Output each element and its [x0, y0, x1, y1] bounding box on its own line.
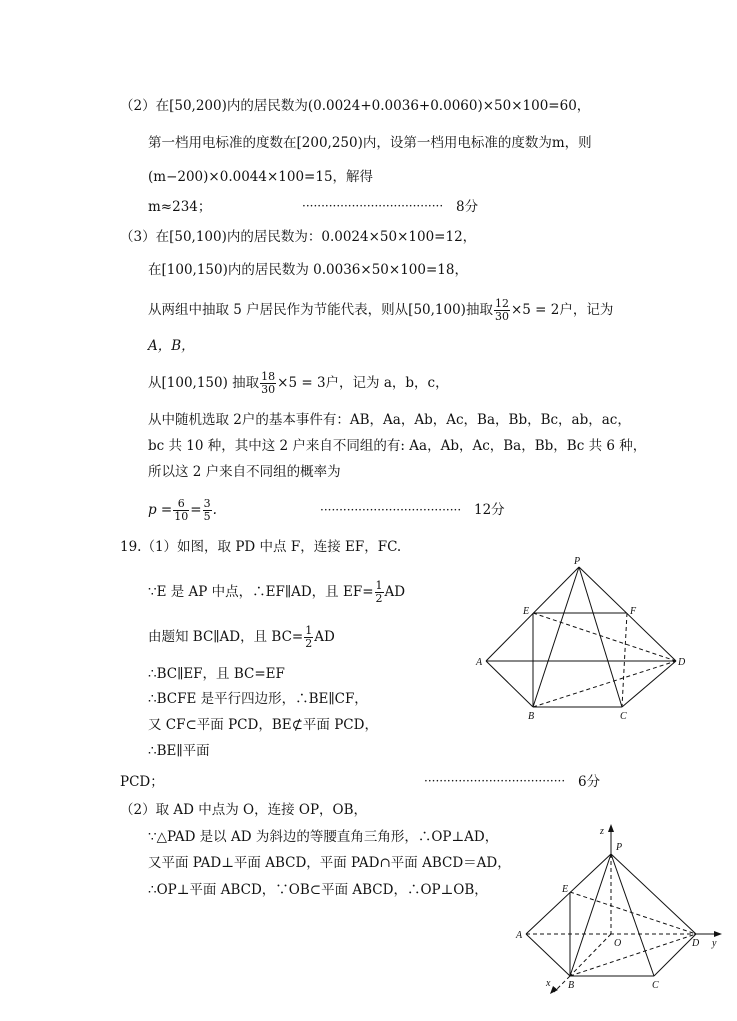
pyramid-figure-1 — [470, 555, 690, 725]
vertex-label-b: B — [568, 980, 575, 991]
text-line — [148, 371, 449, 396]
text-line: 又平面 PAD⊥平面 ABCD，平面 PAD∩平面 ABCD＝AD， — [148, 855, 511, 871]
text-part: 从[100,150) 抽取 — [148, 375, 260, 391]
denominator: 2 — [375, 592, 383, 605]
text-part: AD — [384, 584, 406, 600]
text-line: m≈234； — [148, 199, 212, 215]
text-part: 由题知 BC∥AD，且 BC= — [148, 629, 304, 645]
fraction — [173, 498, 189, 523]
text-part: . — [212, 502, 217, 518]
score-label: 6分 — [578, 774, 601, 790]
vertex-label-d: D — [678, 657, 686, 668]
score-label: 12分 — [474, 502, 505, 518]
text-line: 又 CF⊂平面 PCD，BE⊄平面 PCD， — [148, 717, 378, 733]
denominator: 5 — [203, 510, 211, 523]
vertex-label-a: A — [516, 930, 523, 941]
text-part: AD — [314, 629, 335, 645]
denominator: 30 — [494, 310, 509, 323]
text-line: ∵△PAD 是以 AD 为斜边的等腰直角三角形，∴OP⊥AD， — [148, 829, 499, 845]
text-line: A，B， — [148, 338, 195, 354]
vertex-label-d: D — [692, 938, 700, 949]
text-line: 从中随机选取 2户的基本事件有：AB，Aa，Ab，Ac，Ba，Bb，Bc，ab，ac， — [148, 412, 631, 428]
numerator: 3 — [203, 497, 211, 510]
vertex-label-p: P — [616, 842, 623, 853]
text-line: （3）在[50,100)内的居民数为：0.0024×50×100=12， — [120, 229, 477, 245]
vertex-label-e: E — [523, 606, 530, 617]
text-part: ∵E 是 AP 中点，∴EF∥AD，且 EF= — [148, 584, 374, 600]
axis-label-x: x — [546, 978, 551, 989]
denominator: 30 — [261, 383, 276, 396]
vertex-label-b: B — [528, 711, 535, 722]
text-line — [148, 625, 335, 650]
text-line: 在[100,150)内的居民数为 0.0036×50×100=18， — [148, 262, 468, 278]
score-dots: ····································· — [302, 199, 444, 213]
text-line — [148, 498, 217, 523]
text-part: ×5 = 2户，记为 — [510, 302, 614, 318]
fraction — [375, 580, 384, 605]
numerator: 1 — [305, 624, 313, 637]
text-line: (m−200)×0.0044×100=15，解得 — [148, 169, 374, 185]
text-line — [148, 298, 613, 323]
pyramid-figure-2 — [510, 822, 735, 997]
text-line: （2）在[50,200)内的居民数为(0.0024+0.0036+0.0060)×50×100=60， — [120, 98, 591, 114]
text-part: 从两组中抽取 5 户居民作为节能代表，则从[50,100)抽取 — [148, 302, 493, 318]
text-line: bc 共 10 种，其中这 2 户来自不同组的有: Aa，Ab，Ac，Ba，Bb，Bc 共 6 种， — [148, 438, 647, 454]
text-part: p = — [148, 502, 173, 518]
vertex-label-a: A — [476, 657, 483, 668]
text-part: = — [190, 502, 202, 518]
text-line: 所以这 2 户来自不同组的概率为 — [148, 464, 341, 480]
fraction — [203, 498, 212, 523]
axis-label-z: z — [600, 826, 604, 837]
text-line: ∴BE∥平面 — [148, 743, 210, 759]
text-line: ∴BCFE 是平行四边形，∴BE∥CF， — [148, 691, 368, 707]
denominator: 2 — [305, 637, 313, 650]
numerator: 1 — [375, 579, 383, 592]
fraction — [260, 371, 276, 396]
score-dots: ····································· — [320, 503, 462, 517]
text-line: 19.（1）如图，取 PD 中点 F，连接 EF，FC. — [120, 539, 402, 555]
vertex-label-c: C — [652, 980, 659, 991]
vertex-label-e: E — [562, 884, 569, 895]
text-line — [148, 580, 405, 605]
text-line: ∴OP⊥平面 ABCD，∵OB⊂平面 ABCD，∴OP⊥OB， — [148, 882, 488, 898]
vertex-label-p: P — [574, 556, 581, 567]
vertex-label-o: O — [614, 938, 622, 949]
numerator: 12 — [494, 297, 509, 310]
numerator: 18 — [261, 370, 276, 383]
text-line: PCD； — [120, 774, 164, 790]
fraction — [304, 625, 313, 650]
vertex-label-f: F — [630, 606, 637, 617]
numerator: 6 — [173, 498, 189, 511]
text-line: 第一档用电标准的度数在[200,250)内，设第一档用电标准的度数为m，则 — [148, 135, 592, 151]
text-line: ∴BC∥EF，且 BC=EF — [148, 666, 285, 682]
score-label: 8分 — [456, 199, 479, 215]
denominator: 10 — [174, 510, 189, 523]
vertex-label-c: C — [620, 711, 627, 722]
fraction — [494, 298, 510, 323]
axis-label-y: y — [712, 938, 717, 949]
score-dots: ····································· — [424, 774, 566, 788]
text-part: ×5 = 3户，记为 a，b，c， — [277, 375, 449, 391]
text-line: （2）取 AD 中点为 O，连接 OP，OB， — [120, 802, 368, 818]
